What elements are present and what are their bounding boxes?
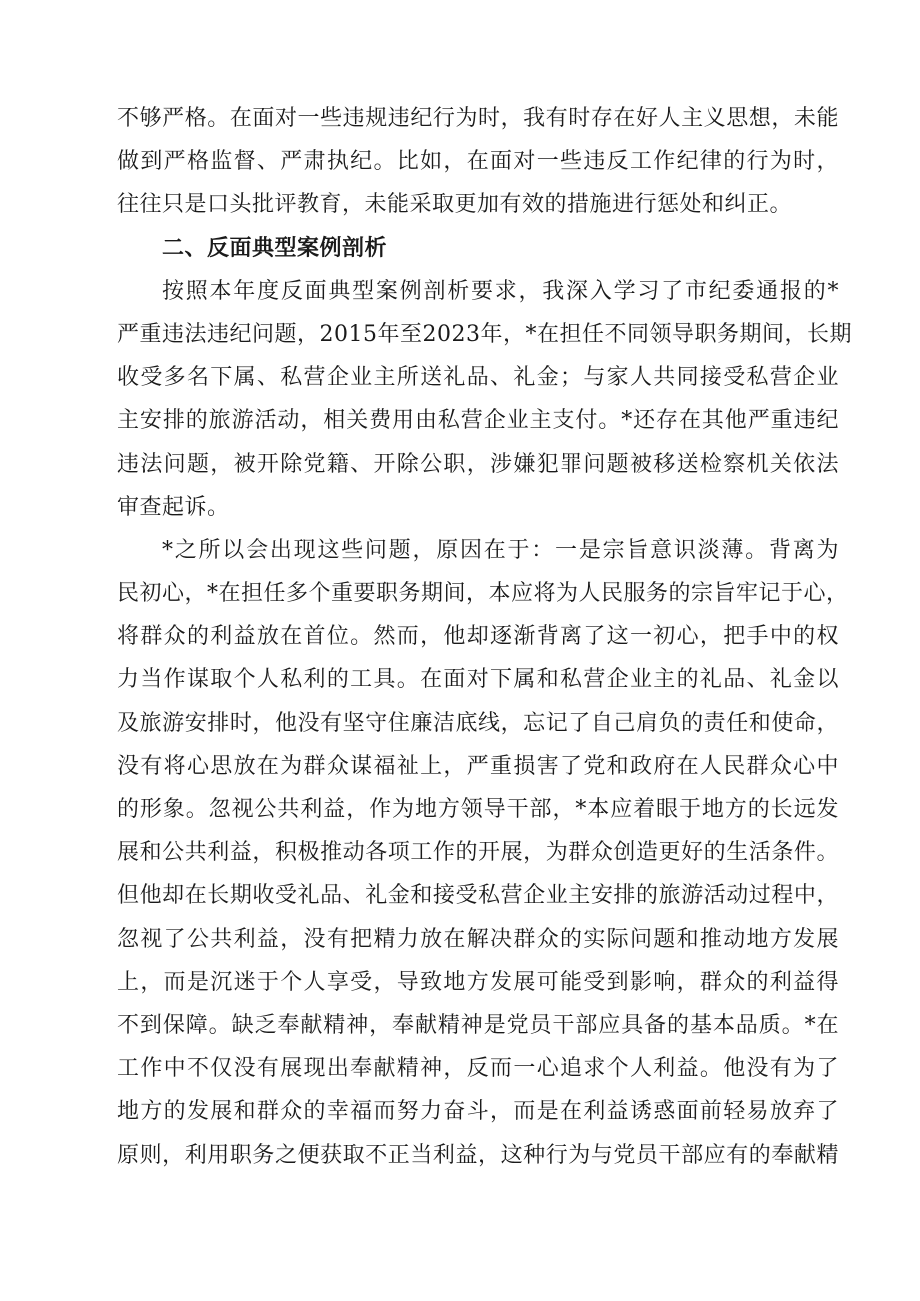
text-line: 按照本年度反面典型案例剖析要求，我深入学习了市纪委通报的*	[162, 278, 839, 304]
text-line: 工作中不仅没有展现出奉献精神，反而一心追求个人利益。他没有为了	[117, 1056, 839, 1082]
text-line: 民初心，*在担任多个重要职务期间，本应将为人民服务的宗旨牢记于心，	[117, 581, 849, 607]
text-line: 主安排的旅游活动，相关费用由私营企业主支付。*还存在其他严重违纪	[117, 408, 839, 434]
section-heading: 二、反面典型案例剖析	[162, 235, 388, 261]
text-line: 地方的发展和群众的幸福而努力奋斗，而是在利益诱惑面前轻易放弃了	[117, 1099, 839, 1125]
text-line: 但他却在长期收受礼品、礼金和接受私营企业主安排的旅游活动过程中，	[117, 883, 839, 909]
text-line: 做到严格监督、严肃执纪。比如，在面对一些违反工作纪律的行为时，	[117, 149, 839, 175]
text-line: 力当作谋取个人私利的工具。在面对下属和私营企业主的礼品、礼金以	[117, 667, 839, 693]
text-line: 及旅游安排时，他没有坚守住廉洁底线，忘记了自己肩负的责任和使命，	[117, 710, 839, 736]
text-line: 不够严格。在面对一些违规违纪行为时，我有时存在好人主义思想，未能	[117, 106, 839, 131]
text-line: 收受多名下属、私营企业主所送礼品、礼金；与家人共同接受私营企业	[117, 365, 839, 391]
text-line: 展和公共利益，积极推动各项工作的开展，为群众创造更好的生活条件。	[117, 840, 839, 866]
text-line: 的形象。忽视公共利益，作为地方领导干部，*本应着眼于地方的长远发	[117, 797, 839, 822]
text-line: *之所以会出现这些问题，原因在于：一是宗旨意识淡薄。背离为	[162, 537, 839, 563]
text-line: 审查起诉。	[117, 494, 230, 520]
text-line: 原则，利用职务之便获取不正当利益，这种行为与党员干部应有的奉献精	[117, 1142, 839, 1168]
text-line: 上，而是沉迷于个人享受，导致地方发展可能受到影响，群众的利益得	[117, 969, 839, 995]
document-page	[117, 97, 852, 1177]
text-line: 没有将心思放在为群众谋福祉上，严重损害了党和政府在人民群众心中	[117, 753, 839, 779]
text-line: 严重违法违纪问题，2015年至2023年，*在担任不同领导职务期间，长期	[117, 321, 852, 347]
document-body	[117, 97, 852, 1177]
text-line: 往往只是口头批评教育，未能采取更加有效的措施进行惩处和纠正。	[117, 192, 793, 218]
text-line: 违法问题，被开除党籍、开除公职，涉嫌犯罪问题被移送检察机关依法	[117, 451, 839, 477]
text-line: 将群众的利益放在首位。然而，他却逐渐背离了这一初心，把手中的权	[117, 624, 839, 650]
text-line: 忽视了公共利益，没有把精力放在解决群众的实际问题和推动地方发展	[117, 926, 839, 952]
text-line: 不到保障。缺乏奉献精神，奉献精神是党员干部应具备的基本品质。*在	[117, 1012, 839, 1038]
